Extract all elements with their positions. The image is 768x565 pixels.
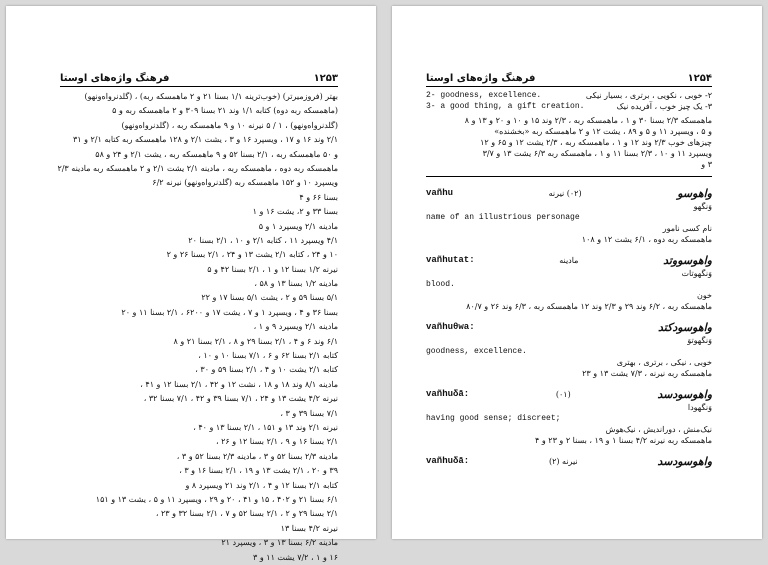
text-line: مادینه ۸/۱ وند ۱۸ و ۱۸ ، نشت ۱۲ و ۴۲ ، ۲/۱ بسنا ۱۲ و ۴۱ ، [140, 379, 338, 389]
text-line: مادینه ۶/۲ بسنا ۱۳ و ۳ ، ویسپرد ۲۱ [221, 538, 338, 548]
text-line: کتابه ۲/۱ یشت ۱۰ و ۴ ، ۲/۱ بسنا ۵۹ و ۳۰ ، [195, 365, 338, 375]
persian-definition: ۲- خوبی ، نکویی ، برتری ، بسیار نیکی [585, 91, 712, 100]
text-line: کتابه ۲/۱ بسنا ۱۲ و ۴ ، ۲/۱ وند ۲۱ ویسپرد ۸ و [185, 480, 338, 490]
right-page-number: ۱۲۵۴ [687, 73, 712, 84]
text-line: مادینه ۱/۲ بسنا ۱۳ و ۵۸ ، [254, 279, 338, 289]
entry-transliteration: وَنگهوتوَ [687, 336, 712, 345]
entry-reference: ماهمسکه ربه نیرنه ۴/۲ بسنا ۱ و ۱۹ ، بسنا ۲ و ۲۳ و ۴ [535, 436, 712, 445]
entry-headword: vañhu [426, 188, 454, 198]
continuation-references [426, 115, 712, 170]
entry-persian-definition: خوبی ، نیکی ، برتری ، بهتری [616, 358, 712, 367]
reference-line: چیزهای خوب ۲/۳ وند ۱۲ و ۱ ، ماهمسکه ربه ، ۲/۳ یشت ۱۲ و ۶۵ و ۱۲ [480, 138, 712, 147]
text-line: ۵/۱ بسنا ۵۹ و ۲ ، یشت ۵/۱ بسنا ۱۷ و ۲۲ [201, 293, 338, 303]
entry-avestan-script: واهوسودسد [657, 387, 712, 401]
text-line: نیرنه ۱/۲ بسنا ۱۲ و ۱ ، ۲/۱ بسنا ۴۲ و ۵ [207, 264, 338, 274]
definition-row [426, 90, 712, 101]
english-definition: 3- a good thing, a gift creation. [426, 102, 585, 111]
left-page-number: ۱۲۵۳ [313, 73, 338, 84]
entry-transliteration: وَنگهوتات [681, 269, 712, 278]
persian-definition: ۳- یک چیز خوب ، آفریده نیک [616, 102, 712, 111]
left-page-header [60, 64, 338, 87]
text-line: (گلدنرواه‌ونهو) ، ۱ / ۵ نیرنه ۱۰ و ۹ ماهمسکه ربه ، (گلدنرواه‌ونهو) [121, 120, 338, 130]
entry-grammar: نیرنه (۲) [548, 456, 578, 466]
text-line: کتابه ۲/۱ بسنا ۶۲ و ۶ ، ۷/۱ بسنا ۱۰ و ۱۰ ، [198, 351, 338, 361]
entry-avestan-script: واهوسووتد [663, 253, 712, 267]
entry-english-definition: blood. [426, 280, 455, 289]
dictionary-entry [426, 252, 712, 312]
right-page-body [426, 90, 712, 519]
text-line: ۳۹ و ۲۰ ، ۲/۱ یشت ۱۳ و ۱۹ ، ۲/۱ بسنا ۱۶ و ۳ ، [179, 466, 338, 476]
entry-english-definition: goodness, excellence. [426, 347, 527, 356]
entry-headword: vañhuθwa: [426, 322, 475, 332]
entry-english-definition: name of an illustrious personage [426, 213, 580, 222]
text-line: بسنا ۳۳ و ۲، یشت ۱۶ و ۱ [252, 207, 338, 217]
entry-transliteration: وَنگهودا [687, 403, 712, 412]
text-line: (ماهمسکه ربه دوه) کتابه ۱/۱ وند ۲۱ بسنا ۳۰۹ و ۲ ماهمسکه ربه و ۵ [112, 106, 338, 116]
entry-grammar: (۰۱) [555, 389, 571, 399]
right-running-head: فرهنگ واژه‌های اوستا [426, 73, 536, 84]
reference-line: و ۵ ، ویسپرد ۱۱ و ۵ و ۸۹ ، یشت ۱۲ و ۲ ماهمسکه ربه «بخشنده» [494, 127, 712, 136]
text-line: بسنا ۶۶ و ۴ [299, 192, 338, 202]
left-running-head: فرهنگ واژه‌های اوستا [60, 73, 170, 84]
text-line: ویسپرد ۱۰ و ۱۵۲ ماهمسکه ربه (گلدنرواه‌ونهو) نیرنه ۶/۲ [152, 178, 338, 188]
text-line: ۷/۱ بسنا ۳۹ و ۳ ، [280, 408, 338, 418]
dictionary-entry [426, 319, 712, 379]
text-line: ۲/۱ بسنا ۲۹ و ۲ ، ۲/۱ بسنا ۵۲ و ۷ ، ۲/۱ بسنا ۳۲ و ۲۳ ، [155, 509, 338, 519]
text-line: نیرنه ۴/۲ بسنا ۱۳ [280, 523, 338, 533]
text-line: ۶/۱ بسنا ۲۱ و ۴۰۲ ، ۱۵ و ۴۱ ، ۲۰ و ۲۹ ، ویسپرد ۱۱ و ۵ ، یشت ۱۳ و ۱۵۱ [95, 494, 338, 504]
entry-avestan-script: واهوسو [677, 186, 712, 200]
text-line: مادینه ۲/۱ ویسپرد ۹ و ۱ ، [253, 322, 338, 332]
entry-reference: ماهمسکه ربه ، ۶/۲ وند ۲۹ و ۲/۳ وند ۱۲ ماهمسکه ربه ، ۶/۳ وند ۲۶ و ۸۰/۷ [466, 302, 712, 311]
text-line: بهتر (فروزمیرتر) (خوب‌ترینه ۱/۱ بسنا ۲۱ و ۲ ماهمسکه ربه) ، (گلدنرواه‌ونهو) [84, 92, 338, 101]
entry-headrow [426, 386, 712, 402]
text-line: ۱۰ و ۲۴ ، کتابه ۲/۱ یشت ۱۳ و ۲۴ ، ۲/۱ بسنا ۲۶ و ۲ [166, 250, 338, 260]
entry-avestan-script: واهوسودکتد [658, 320, 712, 334]
reference-line: ویسپرد ۱۱ و ۱۰ ، ۲/۳ بسنا ۱۱ و ۱ ، ماهمسکه ربه ۶/۳ یشت ۱۳ و ۳/۷ [482, 149, 712, 158]
left-page-body [57, 90, 338, 562]
entry-grammar: (۰۲) نیرنه [548, 188, 582, 198]
right-page [392, 6, 762, 539]
entry-headword: vañhuδā: [426, 389, 470, 399]
text-line: مادینه ۲/۳ بسنا ۵۲ و ۳ ، مادینه ۲/۳ بسنا ۵۲ و ۳ ، [176, 451, 338, 461]
right-page-header [426, 64, 712, 87]
text-line: ۴/۱ ویسپرد ۱۱ ، کتابه ۲/۱ و ۱۰ ، ۲/۱ بسنا ۲۰ [188, 235, 338, 245]
entry-avestan-script: واهوسودسد [657, 454, 712, 468]
entry-persian-definition: نیک‌منش ، دوراندیش ، نیک‌هوش [605, 425, 712, 434]
entry-headword: vañhuδā: [426, 456, 470, 466]
entry-headrow [426, 319, 712, 335]
entry-english-definition: having good sense; discreet; [426, 414, 561, 423]
entry-headword: vañhutat: [426, 255, 475, 265]
dictionary-entries [426, 185, 712, 469]
text-line: مادینه ۲/۱ ویسپرد ۱ و ۵ [258, 221, 338, 231]
text-line: و ۵۰ ماهمسکه ربه ، ۲/۱ بسنا ۵۲ و ۹ ماهمسکه ربه ، یشت ۲/۱ و ۲۴ و ۵۸ [95, 149, 338, 159]
entry-transliteration: وَنگهو [693, 202, 712, 211]
definition-row [426, 101, 712, 112]
text-line: نیرنه ۴/۲ یشت ۱۳ و ۲۴ ، ۷/۱ بسنا ۳۹ و ۴۲ ، ۷/۱ بسنا ۳۲ ، [143, 394, 338, 404]
reference-line: ۳ و [701, 160, 712, 169]
entry-persian-definition: خون [697, 291, 712, 300]
reference-line: ماهمسکه ۲/۳ بسنا ۳۰ و ۱ ، ماهمسکه ربه ، ۲/۳ وند ۱۵ و ۱۰ و ۲۰ و ۱۳ و ۸ [464, 116, 712, 125]
text-line: نیرنه ۲/۱ وند ۱۳ و ۱۵۱ ، ۲/۱ بسنا ۱۳ و ۴۰ ، [193, 422, 338, 432]
text-line: بسنا ۳۶ و ۴ ، ویسپرد ۱ و ۷ ، یشت ۱۷ و ۶۲۰۰ ، ۲/۱ بسنا ۱۱ و ۲۰ [121, 307, 338, 317]
entry-persian-definition: نام کسی نامور [662, 224, 712, 233]
text-line: ۶/۱ وند ۶ و ۴ ، ۲/۱ بسنا ۲۹ و ۸ ، ۲/۱ بسنا ۲۱ و ۸ [173, 336, 338, 346]
entry-grammar: مادینه [559, 255, 579, 265]
english-definition: 2- goodness, excellence. [426, 91, 542, 100]
entry-headrow [426, 252, 712, 268]
entry-reference: ماهمسکه ربه دوه ، ۶/۱ یشت ۱۲ و ۱۰۸ [581, 235, 712, 244]
dictionary-entry [426, 185, 712, 245]
left-page [6, 6, 376, 562]
dictionary-entry [426, 453, 712, 469]
text-line: ۱۶ و ۱ ، ۷/۲ یشت ۱۱ و ۳ [253, 552, 338, 562]
text-line: ۲/۱ وند ۱۶ و ۱۷ ، ویسپرد ۱۶ و ۳ ، یشت ۲/۱ و ۱۲۸ ماهمسکه ربه کتابه ۲/۱ و ۳۱ [72, 135, 338, 145]
continuation-definitions [426, 90, 712, 112]
text-line: ۲/۱ بسنا ۱۶ و ۹ ، ۲/۱ بسنا ۱۲ و ۲۶ ، [216, 437, 338, 447]
dictionary-entry [426, 386, 712, 446]
entry-reference: ماهمسکه ربه نیرنه ، ۷/۳ یشت ۱۳ و ۲۳ [582, 369, 712, 378]
entry-headrow [426, 453, 712, 469]
text-line: ماهمسکه ربه دوه ، ماهمسکه ربه ، مادینه ۲/۱ یشت ۲/۱ و ۲ ماهمسکه ربه مادینه ۲/۳ [57, 163, 338, 173]
entry-divider [426, 176, 712, 177]
entry-headrow [426, 185, 712, 201]
